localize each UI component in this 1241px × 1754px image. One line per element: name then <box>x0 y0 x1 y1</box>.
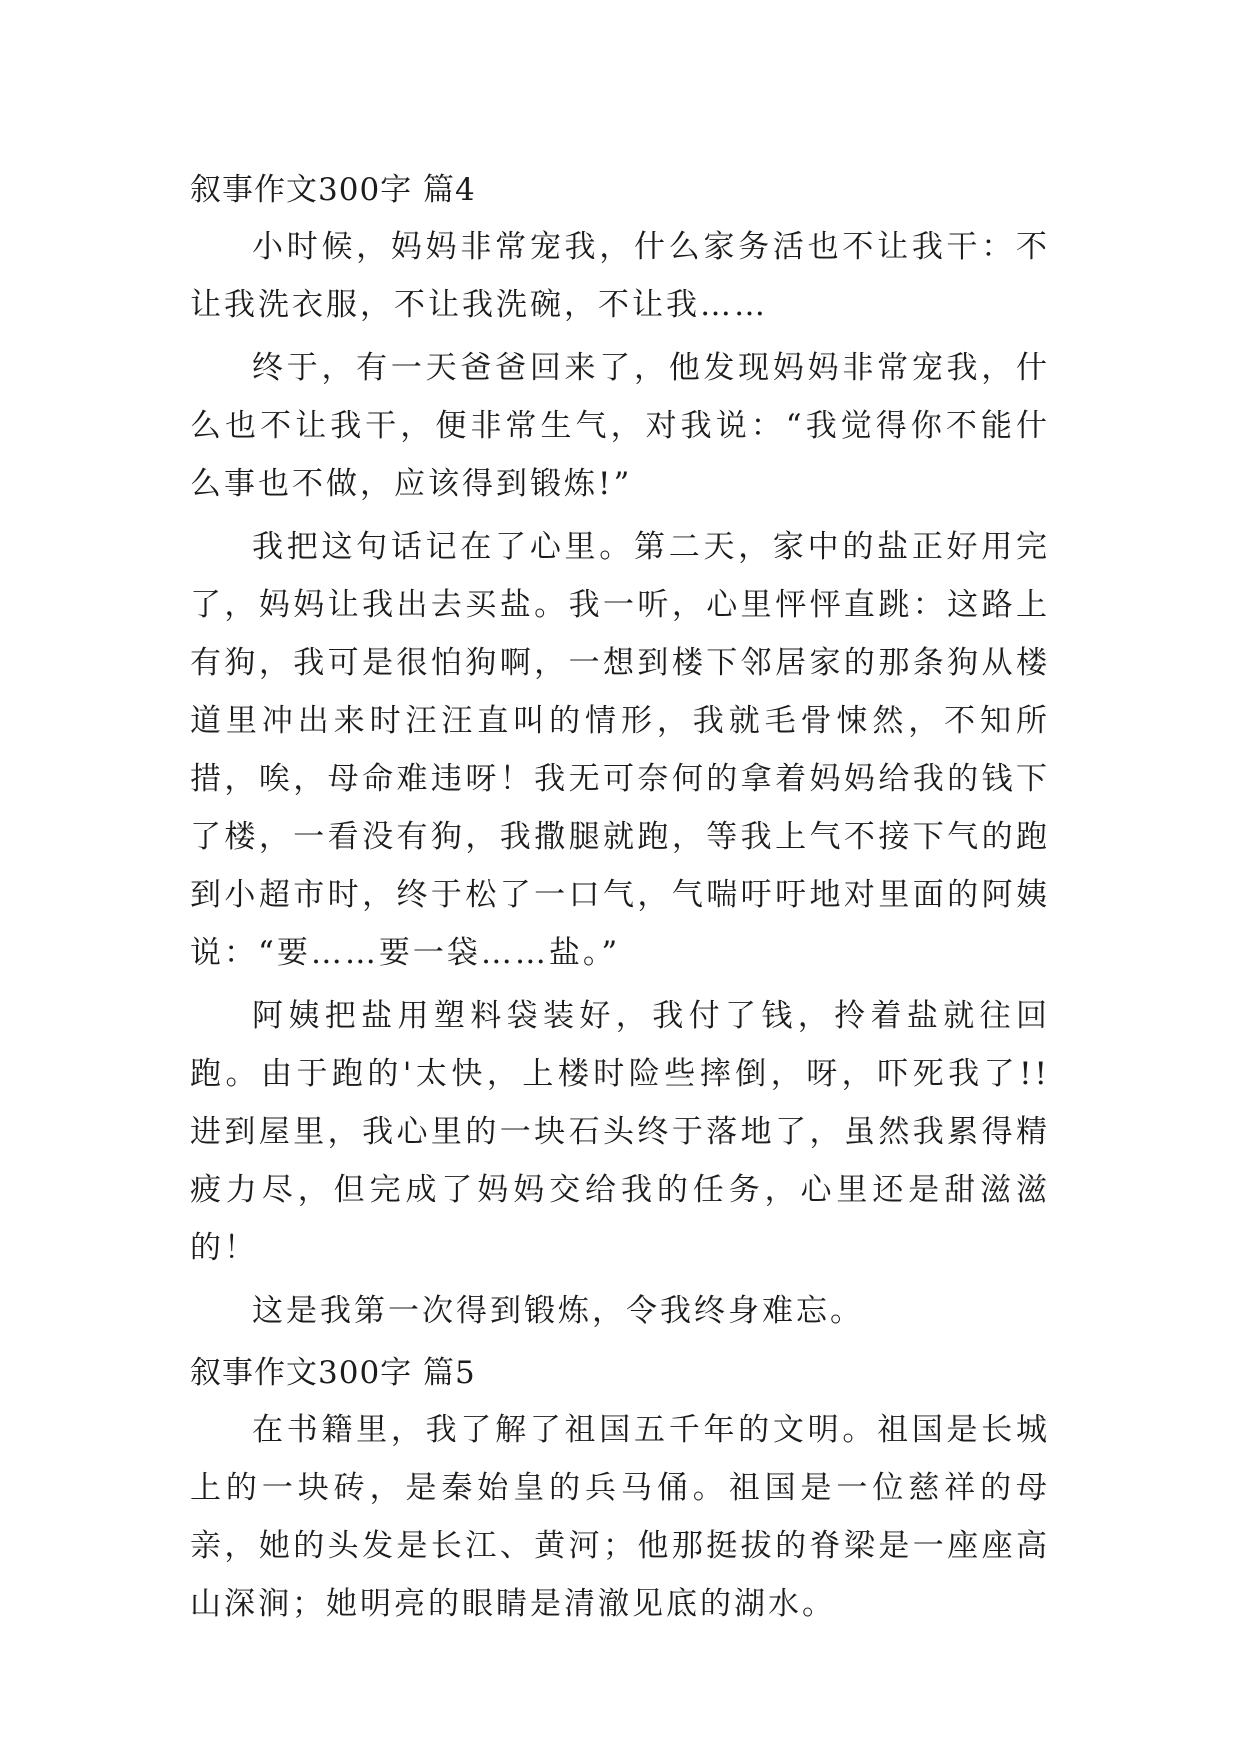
section-heading: 叙事作文300字 篇5 <box>190 1355 476 1391</box>
paragraph: 这是我第一次得到锻炼，令我终身难忘。 <box>252 1293 864 1329</box>
paragraph: 在书籍里，我了解了祖国五千年的文明。祖国是长城上的一块砖，是秦始皇的兵马俑。祖国是一位慈祥的母亲，她的头发是长江、黄河；他那挺拔的脊梁是一座座高山深涧；她明亮的眼睛是清澈见底的湖水。 <box>190 1412 1050 1622</box>
section-heading: 叙事作文300字 篇4 <box>190 172 476 208</box>
paragraph: 我把这句话记在了心里。第二天，家中的盐正好用完了，妈妈让我出去买盐。我一听，心里怦怦直跳：这路上有狗，我可是很怕狗啊，一想到楼下邻居家的那条狗从楼道里冲出来时汪汪直叫的情形，我就毛骨悚然，不知所措，唉，母命难违呀！我无可奈何的拿着妈妈给我的钱下了楼，一看没有狗，我撒腿就跑，等我上气不接下气的跑到小超市时，终于松了一口气，气喘吁吁地对里面的阿姨说：“要……要一袋……盐。” <box>190 529 1050 971</box>
paragraph: 小时候，妈妈非常宠我，什么家务活也不让我干：不让我洗衣服，不让我洗碗，不让我…… <box>190 229 1050 323</box>
paragraph: 阿姨把盐用塑料袋装好，我付了钱，拎着盐就往回跑。由于跑的'太快，上楼时险些摔倒，呀，吓死我了!! 进到屋里，我心里的一块石头终于落地了，虽然我累得精疲力尽，但完成了妈妈交给我的任务，心里还是甜滋滋的！ <box>190 998 1050 1266</box>
essay-body <box>190 162 1050 1638</box>
paragraph: 终于，有一天爸爸回来了，他发现妈妈非常宠我，什么也不让我干，便非常生气，对我说：“我觉得你不能什么事也不做，应该得到锻炼!” <box>190 350 1050 502</box>
